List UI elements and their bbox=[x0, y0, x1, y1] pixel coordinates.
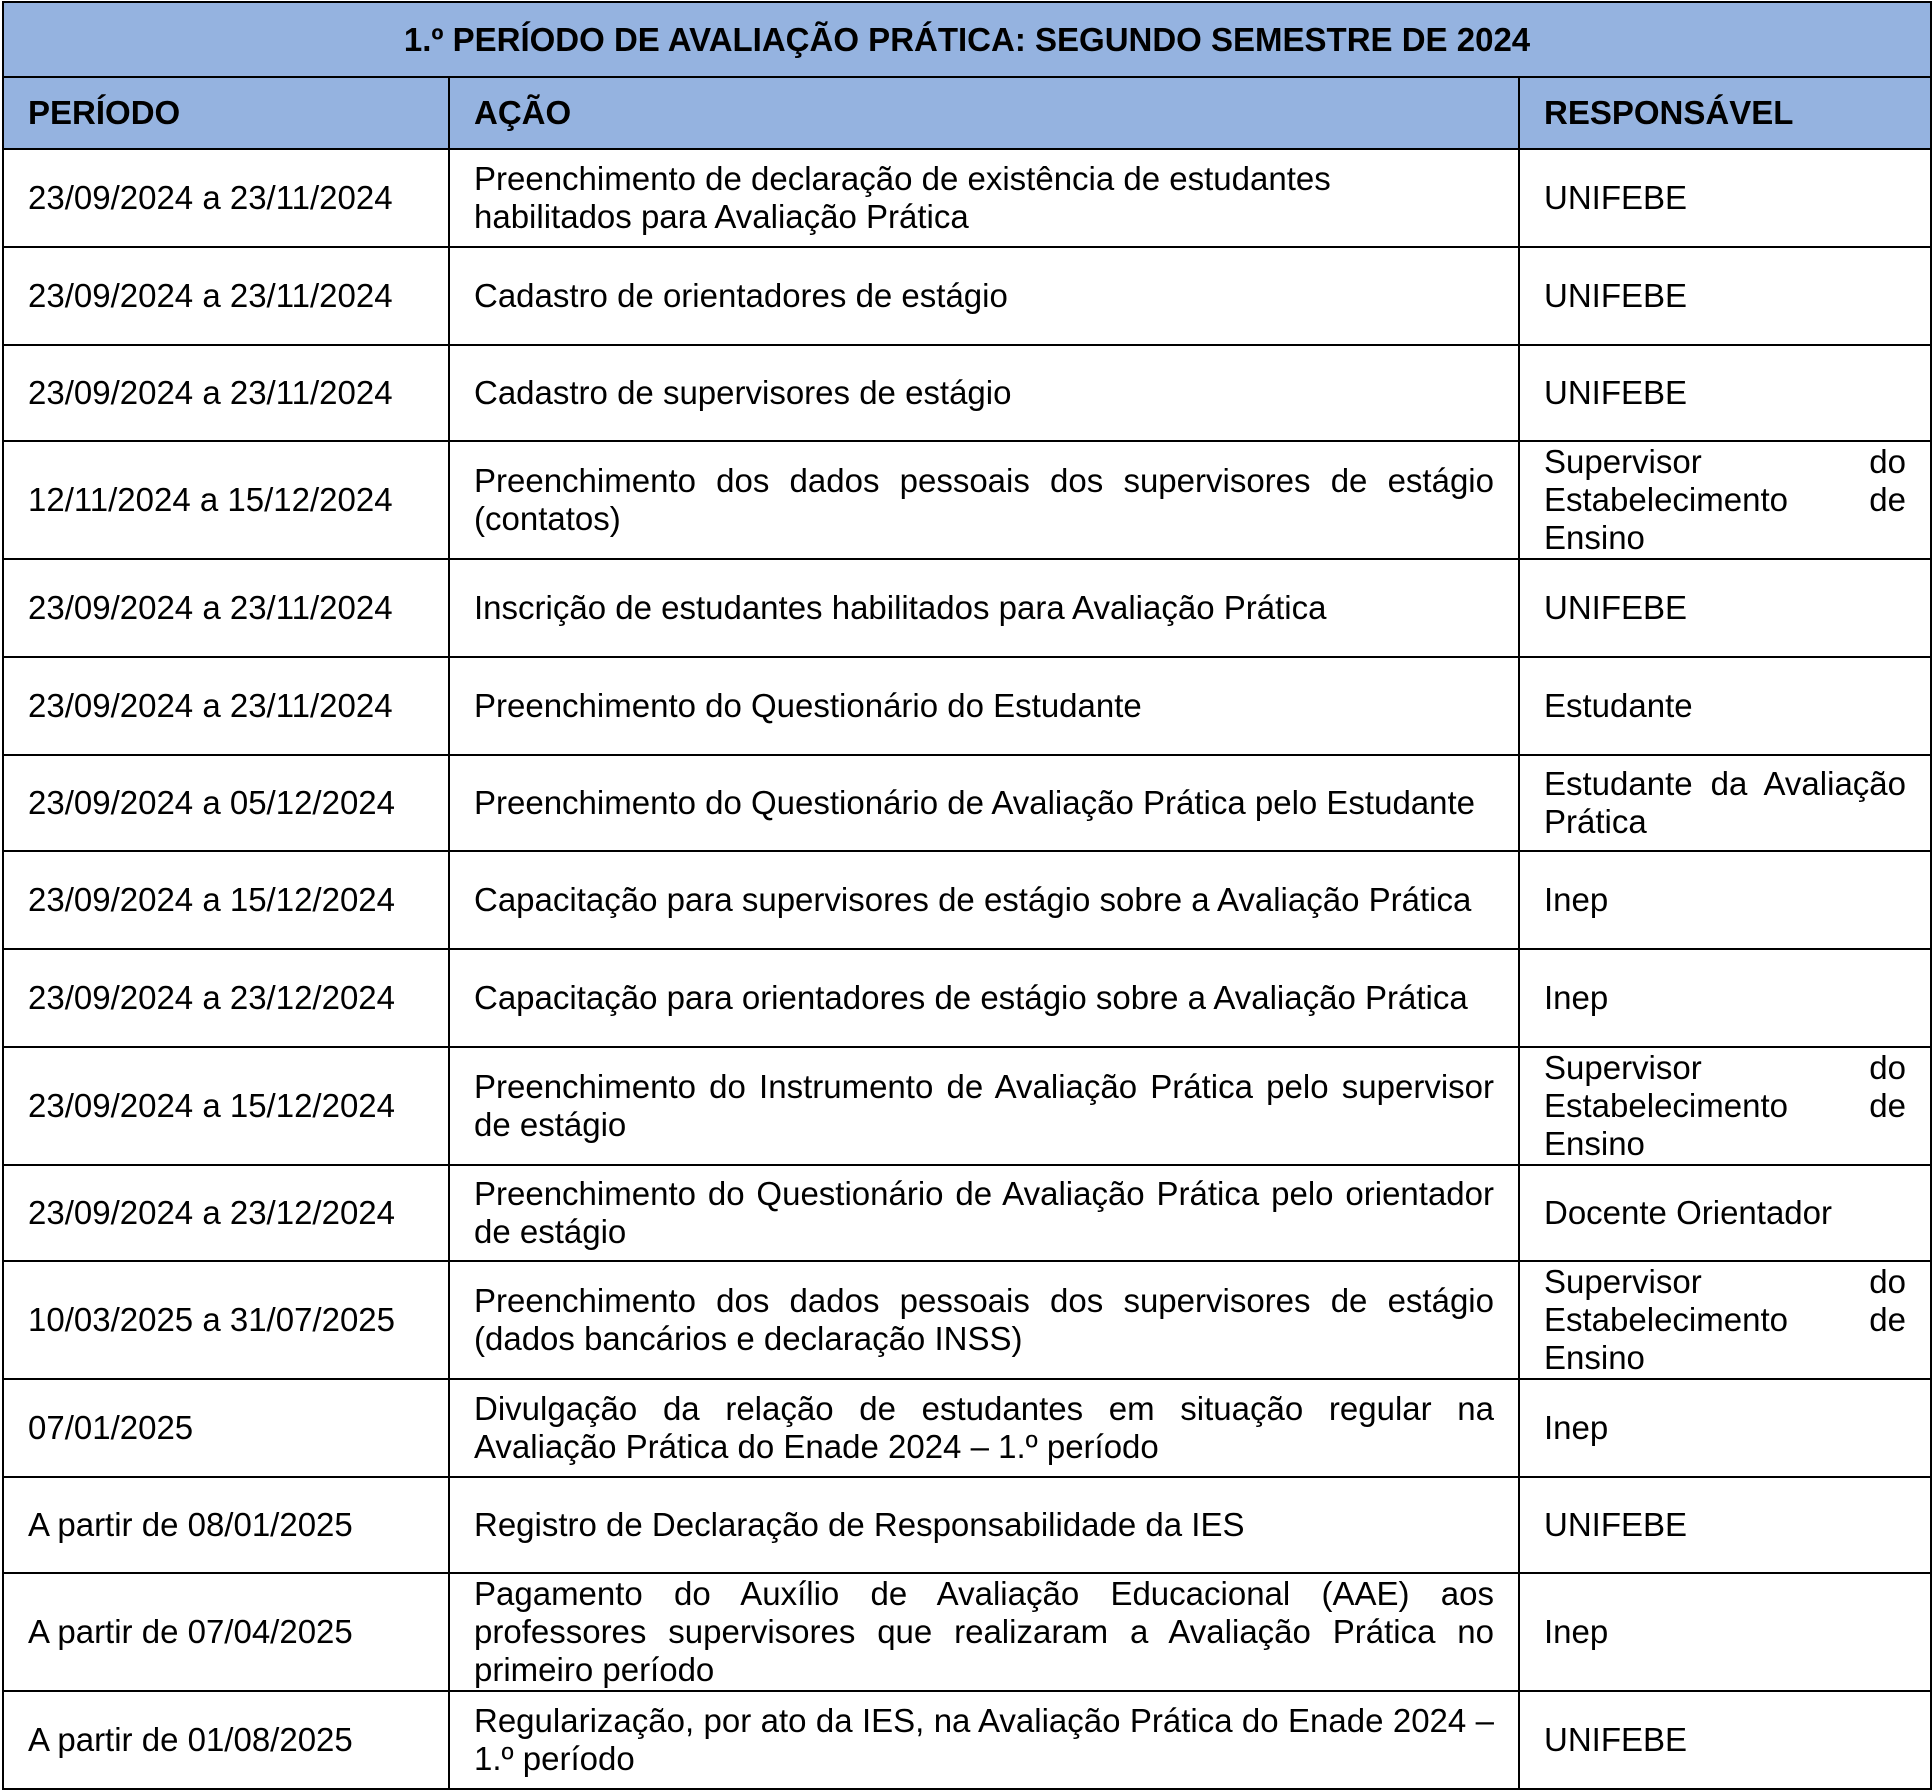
schedule-table bbox=[2, 1, 1932, 1790]
table-row bbox=[3, 247, 1931, 345]
table-row bbox=[3, 1261, 1931, 1379]
table-row bbox=[3, 1165, 1931, 1261]
periodo-cell: 23/09/2024 a 23/12/2024 bbox=[3, 949, 449, 1047]
acao-cell: Regularização, por ato da IES, na Avaliação Prática do Enade 2024 – 1.º período bbox=[449, 1691, 1519, 1789]
periodo-cell: 23/09/2024 a 23/11/2024 bbox=[3, 247, 449, 345]
responsavel-cell: UNIFEBE bbox=[1519, 345, 1931, 441]
acao-cell: Preenchimento do Instrumento de Avaliação Prática pelo supervisor de estágio bbox=[449, 1047, 1519, 1165]
acao-cell: Capacitação para supervisores de estágio sobre a Avaliação Prática bbox=[449, 851, 1519, 949]
responsavel-cell: UNIFEBE bbox=[1519, 1691, 1931, 1789]
responsavel-cell: Inep bbox=[1519, 851, 1931, 949]
acao-cell: Preenchimento de declaração de existência de estudantes habilitados para Avaliação Prática bbox=[449, 149, 1519, 247]
acao-cell: Inscrição de estudantes habilitados para Avaliação Prática bbox=[449, 559, 1519, 657]
acao-cell: Registro de Declaração de Responsabilidade da IES bbox=[449, 1477, 1519, 1573]
periodo-cell: 10/03/2025 a 31/07/2025 bbox=[3, 1261, 449, 1379]
table-row bbox=[3, 149, 1931, 247]
table-title: 1.º PERÍODO DE AVALIAÇÃO PRÁTICA: SEGUNDO SEMESTRE DE 2024 bbox=[3, 2, 1931, 77]
table-row bbox=[3, 1047, 1931, 1165]
responsavel-cell: UNIFEBE bbox=[1519, 1477, 1931, 1573]
responsavel-cell: UNIFEBE bbox=[1519, 559, 1931, 657]
acao-cell: Preenchimento do Questionário do Estudante bbox=[449, 657, 1519, 755]
periodo-cell: 23/09/2024 a 23/12/2024 bbox=[3, 1165, 449, 1261]
table-row bbox=[3, 559, 1931, 657]
responsavel-cell: Inep bbox=[1519, 1573, 1931, 1691]
responsavel-cell: UNIFEBE bbox=[1519, 149, 1931, 247]
responsavel-cell: Inep bbox=[1519, 1379, 1931, 1477]
table-title-row bbox=[3, 2, 1931, 77]
column-header-periodo: PERÍODO bbox=[3, 77, 449, 149]
responsavel-cell: Inep bbox=[1519, 949, 1931, 1047]
responsavel-cell: Estudante bbox=[1519, 657, 1931, 755]
periodo-cell: 12/11/2024 a 15/12/2024 bbox=[3, 441, 449, 559]
periodo-cell: 23/09/2024 a 15/12/2024 bbox=[3, 851, 449, 949]
table-row bbox=[3, 1573, 1931, 1691]
responsavel-cell: Estudante da Avaliação Prática bbox=[1519, 755, 1931, 851]
responsavel-cell: Supervisor do Estabelecimento de Ensino bbox=[1519, 441, 1931, 559]
periodo-cell: 23/09/2024 a 23/11/2024 bbox=[3, 345, 449, 441]
periodo-cell: A partir de 07/04/2025 bbox=[3, 1573, 449, 1691]
table-row bbox=[3, 657, 1931, 755]
table-row bbox=[3, 1691, 1931, 1789]
responsavel-cell: Supervisor do Estabelecimento de Ensino bbox=[1519, 1047, 1931, 1165]
periodo-cell: 23/09/2024 a 23/11/2024 bbox=[3, 559, 449, 657]
column-header-responsavel: RESPONSÁVEL bbox=[1519, 77, 1931, 149]
acao-cell: Preenchimento do Questionário de Avaliação Prática pelo Estudante bbox=[449, 755, 1519, 851]
acao-cell: Cadastro de supervisores de estágio bbox=[449, 345, 1519, 441]
acao-cell: Preenchimento dos dados pessoais dos supervisores de estágio (contatos) bbox=[449, 441, 1519, 559]
acao-cell: Capacitação para orientadores de estágio sobre a Avaliação Prática bbox=[449, 949, 1519, 1047]
table-row bbox=[3, 949, 1931, 1047]
responsavel-cell: UNIFEBE bbox=[1519, 247, 1931, 345]
periodo-cell: 07/01/2025 bbox=[3, 1379, 449, 1477]
responsavel-cell: Supervisor do Estabelecimento de Ensino bbox=[1519, 1261, 1931, 1379]
table-row bbox=[3, 851, 1931, 949]
schedule-table-container bbox=[2, 1, 1930, 1789]
table-row bbox=[3, 1477, 1931, 1573]
column-header-acao: AÇÃO bbox=[449, 77, 1519, 149]
periodo-cell: A partir de 01/08/2025 bbox=[3, 1691, 449, 1789]
table-row bbox=[3, 441, 1931, 559]
table-row bbox=[3, 755, 1931, 851]
periodo-cell: 23/09/2024 a 15/12/2024 bbox=[3, 1047, 449, 1165]
periodo-cell: 23/09/2024 a 23/11/2024 bbox=[3, 149, 449, 247]
acao-cell: Divulgação da relação de estudantes em situação regular na Avaliação Prática do Enade 2024 – 1.º período bbox=[449, 1379, 1519, 1477]
periodo-cell: 23/09/2024 a 05/12/2024 bbox=[3, 755, 449, 851]
acao-cell: Preenchimento dos dados pessoais dos supervisores de estágio (dados bancários e declaração INSS) bbox=[449, 1261, 1519, 1379]
acao-cell: Pagamento do Auxílio de Avaliação Educacional (AAE) aos professores supervisores que realizaram a Avaliação Prática no primeiro período bbox=[449, 1573, 1519, 1691]
acao-cell: Cadastro de orientadores de estágio bbox=[449, 247, 1519, 345]
acao-cell: Preenchimento do Questionário de Avaliação Prática pelo orientador de estágio bbox=[449, 1165, 1519, 1261]
column-header-row bbox=[3, 77, 1931, 149]
responsavel-cell: Docente Orientador bbox=[1519, 1165, 1931, 1261]
periodo-cell: 23/09/2024 a 23/11/2024 bbox=[3, 657, 449, 755]
table-row bbox=[3, 1379, 1931, 1477]
table-row bbox=[3, 345, 1931, 441]
periodo-cell: A partir de 08/01/2025 bbox=[3, 1477, 449, 1573]
